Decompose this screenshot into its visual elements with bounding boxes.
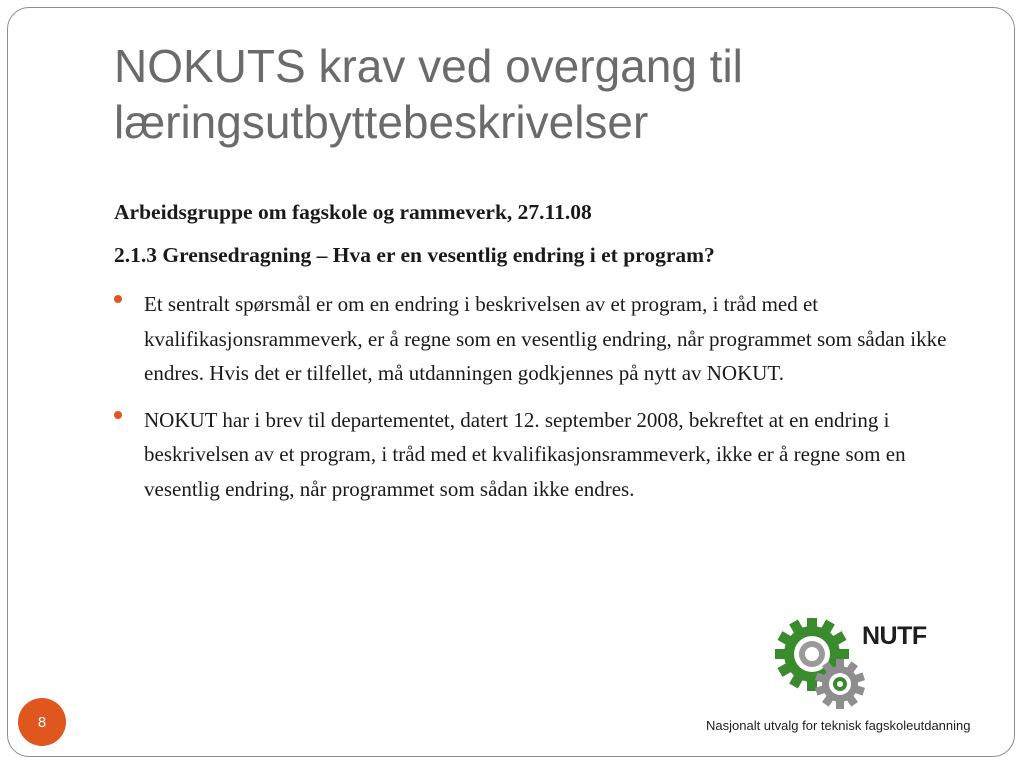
logo-wordmark: NUTF — [862, 622, 927, 650]
subheading-section: 2.1.3 Grensedragning – Hva er en vesentlig endring i et program? — [114, 243, 715, 267]
bullet-list — [114, 287, 974, 518]
slide-title: NOKUTS krav ved overgang til læringsutbyttebeskrivelser — [114, 40, 743, 148]
bullet-dot-icon — [114, 411, 122, 419]
page-number-badge — [18, 698, 66, 746]
logo-caption: Nasjonalt utvalg for teknisk fagskoleutdanning — [706, 718, 971, 733]
page-number: 8 — [37, 713, 47, 731]
bullet-text: Et sentralt spørsmål er om en endring i beskrivelsen av et program, i tråd med et kvalifikasjonsrammeverk, er å regne som en vesentlig endring, når programmet som sådan ikke endres. Hvis det er tilfellet, må utdanningen godkjennes på nytt av NOKUT. — [144, 292, 947, 385]
subheading-working-group: Arbeidsgruppe om fagskole og rammeverk, 27.11.08 — [114, 200, 592, 224]
bullet-item — [114, 287, 974, 391]
bullet-item — [114, 403, 974, 507]
bullet-text: NOKUT har i brev til departementet, datert 12. september 2008, bekreftet at en endring i beskrivelsen av et program, i tråd med et kvalifikasjonsrammeverk, ikke er å regne som en vesentlig endring, når programmet som sådan ikke endres. — [144, 407, 906, 501]
bullet-dot-icon — [114, 295, 122, 303]
